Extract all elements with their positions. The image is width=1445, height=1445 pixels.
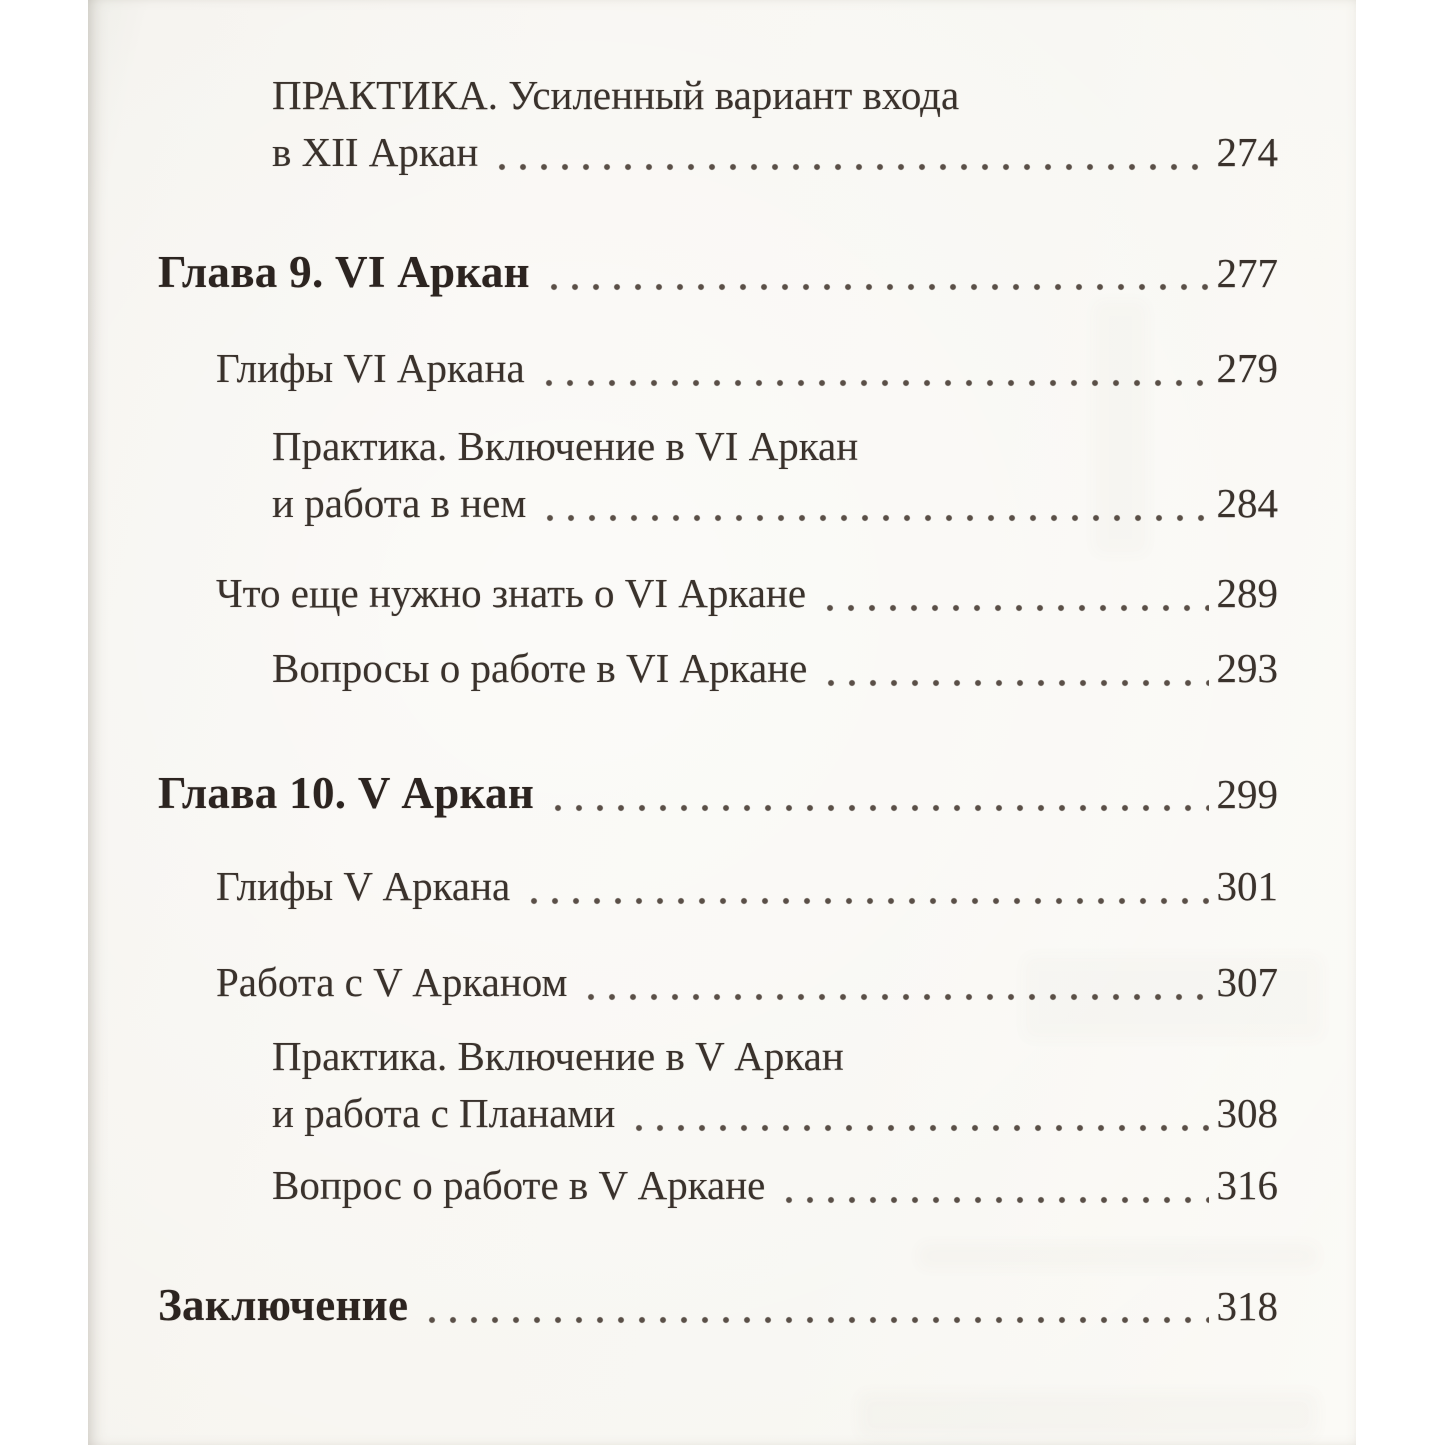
toc-entry-title: в XII Аркан [272,129,479,175]
toc-entry-title: ПРАКТИКА. Усиленный вариант входа [272,72,960,118]
dot-leader [539,340,1209,397]
bleed-through-ghost [858,1392,1318,1438]
toc-entry-line [158,765,1278,823]
toc-entry [158,1277,1278,1335]
toc-entry [158,565,1278,622]
toc-entry-line [216,340,1278,397]
toc-entry-line [272,1085,1278,1142]
toc-entry-line [216,858,1278,915]
toc-entry-title: Работа с V Арканом [216,959,568,1005]
page-number: 279 [1216,345,1278,391]
toc-entry-title: Вопрос о работе в V Аркане [272,1162,766,1208]
toc-entry-line [272,67,1278,124]
page-number: 277 [1216,250,1278,296]
toc-entry [158,244,1278,302]
toc-entry-line [272,1157,1278,1214]
dot-leader [540,475,1208,532]
toc-entry-title: Глифы VI Аркана [216,345,525,391]
toc-entry [158,858,1278,915]
toc-entry-title: Глифы V Аркана [216,863,511,909]
toc-entry-title: и работа в нем [272,480,527,526]
toc-entry-title: Что еще нужно знать о VI Аркане [216,570,807,616]
toc-entry-line [216,565,1278,622]
dot-leader [779,1157,1208,1214]
toc-entry-line [272,1028,1278,1085]
dot-leader [492,124,1208,181]
page-number: 293 [1216,645,1278,691]
dot-leader [524,858,1208,915]
dot-leader [548,765,1208,823]
toc-entry [158,765,1278,823]
page-number: 318 [1216,1283,1278,1329]
toc-entry-title: Вопросы о работе в VI Аркане [272,645,808,691]
toc-entry-title: Практика. Включение в VI Аркан [272,423,859,469]
dot-leader [544,244,1209,302]
toc-entry-line [158,1277,1278,1335]
dot-leader [581,954,1208,1011]
toc-entry-title: Глава 9. VI Аркан [158,247,530,297]
dot-leader [629,1085,1208,1142]
page-number: 299 [1216,771,1278,817]
toc-entry-title: Глава 10. V Аркан [158,768,535,818]
toc-entry-title: Практика. Включение в V Аркан [272,1033,844,1079]
page-number: 274 [1216,129,1278,175]
page-number: 284 [1216,480,1278,526]
toc-entry [158,340,1278,397]
toc-entry [158,67,1278,181]
toc-entry-title: Заключение [158,1280,409,1330]
page-number: 307 [1216,959,1278,1005]
toc-entry [158,954,1278,1011]
toc-entry-line [272,475,1278,532]
dot-leader [820,565,1208,622]
page-number: 289 [1216,570,1278,616]
page-number: 316 [1216,1162,1278,1208]
toc-entry-line [272,640,1278,697]
dot-leader [821,640,1208,697]
table-of-contents [158,67,1278,1335]
toc-entry-line [216,954,1278,1011]
toc-entry [158,640,1278,697]
page-number: 308 [1216,1090,1278,1136]
toc-entry [158,1028,1278,1142]
toc-entry-line [272,124,1278,181]
toc-entry-title: и работа с Планами [272,1090,616,1136]
book-page [88,0,1356,1445]
toc-entry [158,1157,1278,1214]
toc-entry [158,418,1278,532]
dot-leader [422,1277,1208,1335]
page-number: 301 [1216,863,1278,909]
toc-entry-line [272,418,1278,475]
toc-entry-line [158,244,1278,302]
